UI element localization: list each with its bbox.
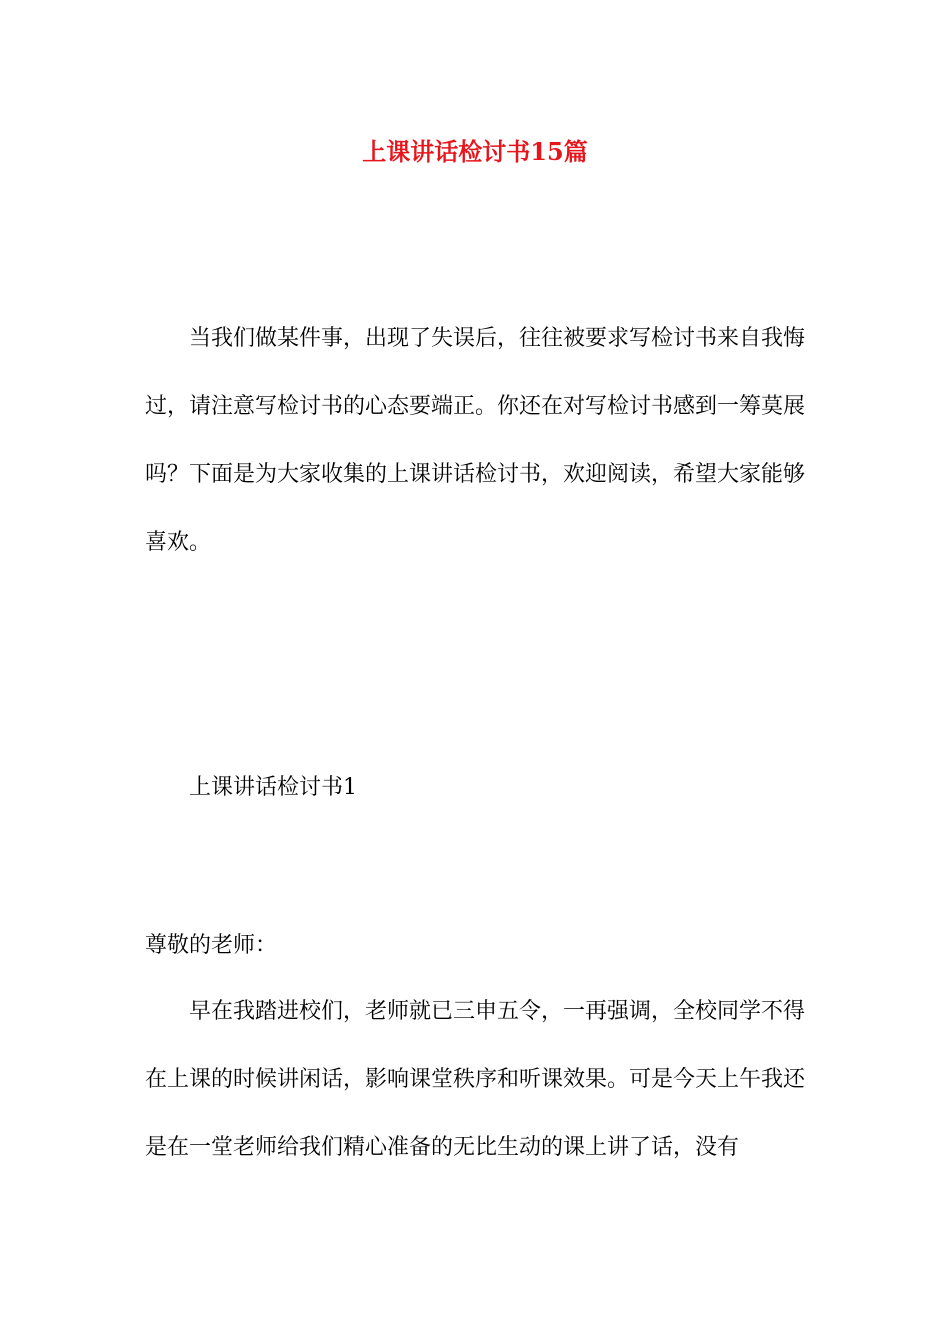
- intro-paragraph: 当我们做某件事，出现了失误后，往往被要求写检讨书来自我悔过，请注意写检讨书的心态要端正。你还在对写检讨书感到一筹莫展吗？下面是为大家收集的上课讲话检讨书，欢迎阅读，希望大家能够喜欢。: [145, 326, 806, 555]
- section-heading: 上课讲话检讨书1: [189, 775, 357, 800]
- document-title: 上课讲话检讨书15篇: [362, 137, 588, 166]
- body-paragraph: 早在我踏进校们，老师就已三申五令，一再强调，全校同学不得在上课的时候讲闲话，影响课堂秩序和听课效果。可是今天上午我还是在一堂老师给我们精心准备的无比生动的课上讲了话，没有: [145, 999, 806, 1160]
- salutation: 尊敬的老师：: [145, 933, 278, 958]
